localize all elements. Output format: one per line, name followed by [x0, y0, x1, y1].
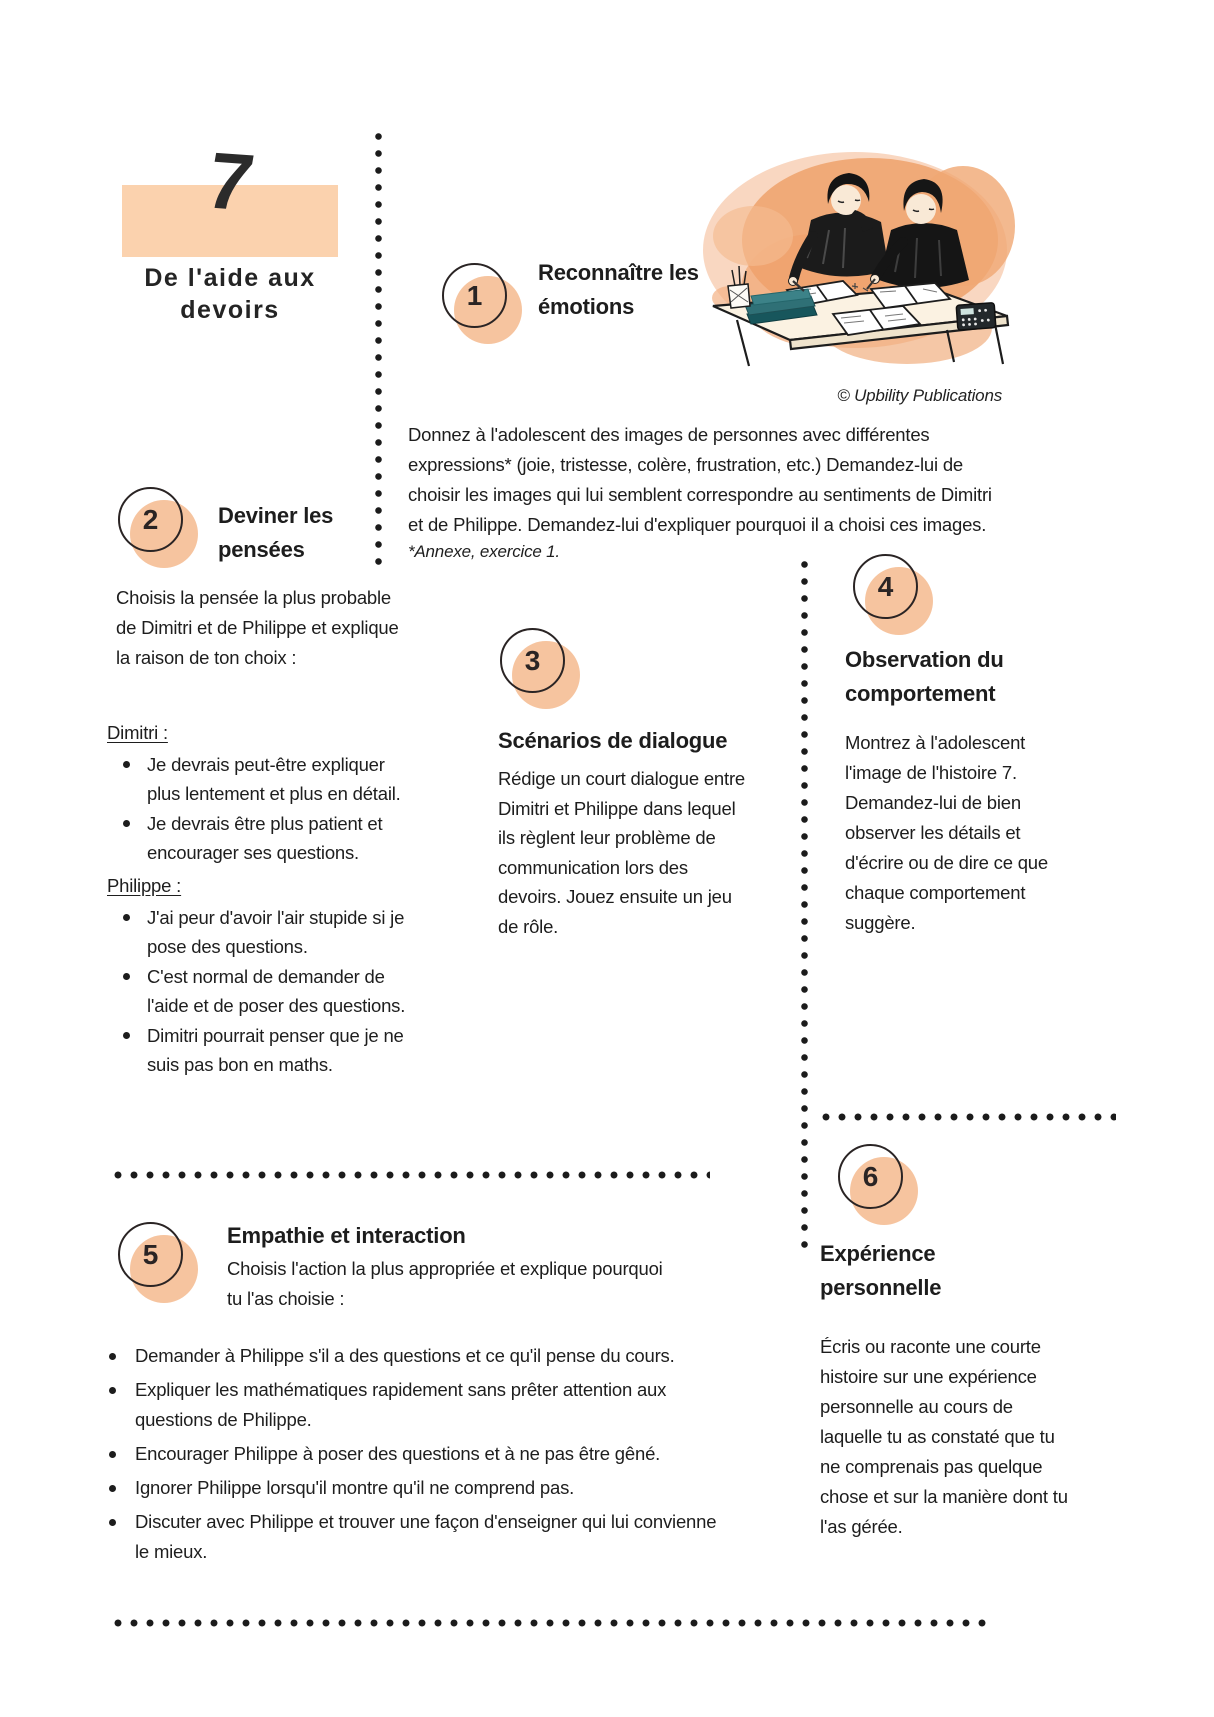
step-circle-5-number: 5	[118, 1222, 183, 1287]
action-item-text: Expliquer les mathématiques rapidement sans prêter attention aux questions de Philippe.	[135, 1379, 667, 1430]
section-1-body-block	[408, 420, 1008, 562]
step-circle-1-number: 1	[442, 263, 507, 328]
action-item	[105, 1507, 730, 1567]
chapter-number: 7	[200, 135, 261, 228]
step-circle-6	[838, 1144, 924, 1230]
step-circle-4-number: 4	[853, 554, 918, 619]
section-4-text: Montrez à l'adolescent l'image de l'histoire 7. Demandez-lui de bien observer les détails et d'écrire ou de dire ce que chaque comportement suggère.	[845, 732, 1048, 933]
study-illustration	[695, 138, 1020, 370]
step-circle-2-number: 2	[118, 487, 183, 552]
step-circle-4	[853, 554, 939, 640]
thought-item	[107, 903, 419, 961]
philippe-thoughts-list	[107, 903, 457, 1079]
step-circle-3-number: 3	[500, 628, 565, 693]
action-item	[105, 1375, 730, 1435]
thought-item-text: Dimitri pourrait penser que je ne suis pas bon en maths.	[147, 1025, 404, 1075]
section-2-intro: Choisis la pensée la plus probable de Dimitri et de Philippe et explique la raison de ton choix :	[116, 587, 399, 668]
thought-item-text: Je devrais être plus patient et encourager ses questions.	[147, 813, 383, 863]
section-title-personal-experience: Expérience personnelle	[820, 1241, 942, 1300]
annex-note: *Annexe, exercice 1.	[408, 542, 560, 561]
actions-block	[105, 1341, 745, 1571]
philippe-label: Philippe :	[107, 875, 182, 896]
step-circle-5	[118, 1222, 204, 1308]
thought-item	[107, 809, 419, 867]
horizontal-dotted-divider-bottom	[110, 1619, 990, 1627]
step-circle-2	[118, 487, 204, 573]
vertical-dotted-divider-1	[375, 128, 382, 574]
section-5-intro: Choisis l'action la plus appropriée et explique pourquoi tu l'as choisie :	[227, 1258, 663, 1309]
copyright-credit: © Upbility Publications	[837, 386, 1002, 405]
horizontal-dotted-divider-left	[110, 1171, 710, 1179]
section-title-dialogue-scenarios: Scénarios de dialogue	[498, 728, 728, 753]
step-circle-3	[500, 628, 586, 714]
section-title-empathy-interaction: Empathie et interaction	[227, 1223, 466, 1248]
action-item-text: Ignorer Philippe lorsqu'il montre qu'il ne comprend pas.	[135, 1477, 575, 1498]
thought-item	[107, 750, 419, 808]
action-item	[105, 1473, 730, 1503]
action-item-text: Encourager Philippe à poser des questions et à ne pas être gêné.	[135, 1443, 661, 1464]
section-title-behavior-observation: Observation du comportement	[845, 647, 1004, 706]
section-title-guess-thoughts: Deviner les pensées	[218, 503, 334, 562]
step-circle-1	[442, 263, 528, 349]
action-item-text: Discuter avec Philippe et trouver une façon d'enseigner qui lui convienne le mieux.	[135, 1511, 717, 1562]
section-6-text: Écris ou raconte une courte histoire sur une expérience personnelle au cours de laquelle tu as constaté que tu ne comprenais pas quelque chose et sur la manière dont tu l'as gérée.	[820, 1336, 1068, 1537]
study-illustration-svg	[695, 138, 1020, 368]
step-circle-6-number: 6	[838, 1144, 903, 1209]
action-item	[105, 1439, 730, 1469]
section-3-text: Rédige un court dialogue entre Dimitri et Philippe dans lequel ils règlent leur problème de communication lors des devoirs. Jouez ensuite un jeu de rôle.	[498, 768, 746, 937]
horizontal-dotted-divider-right	[818, 1113, 1116, 1121]
vertical-dotted-divider-2	[801, 556, 808, 1252]
calculator	[956, 303, 996, 331]
thoughts-block	[107, 714, 457, 1080]
thought-item	[107, 962, 419, 1020]
dimitri-label: Dimitri :	[107, 722, 168, 743]
dimitri-thoughts-list	[107, 750, 457, 867]
section-1-text: Donnez à l'adolescent des images de personnes avec différentes expressions* (joie, tristesse, colère, frustration, etc.) Demandez-lui de choisir les images qui lui semblent correspondre au sentiments de Dimitri et de Philippe. Demandez-lui d'expliquer pourquoi il a choisi ces images.	[408, 424, 992, 535]
actions-list	[105, 1341, 745, 1567]
action-item-text: Demander à Philippe s'il a des questions et ce qu'il pense du cours.	[135, 1345, 675, 1366]
section-title-recognize-emotions: Reconnaître les émotions	[538, 260, 699, 319]
thought-item	[107, 1021, 419, 1079]
thought-item-text: C'est normal de demander de l'aide et de poser des questions.	[147, 966, 406, 1016]
action-item	[105, 1341, 730, 1371]
chapter-title: De l'aide aux devoirs	[144, 264, 316, 324]
thought-item-text: Je devrais peut-être expliquer plus lentement et plus en détail.	[147, 754, 401, 804]
thought-item-text: J'ai peur d'avoir l'air stupide si je pose des questions.	[147, 907, 405, 957]
